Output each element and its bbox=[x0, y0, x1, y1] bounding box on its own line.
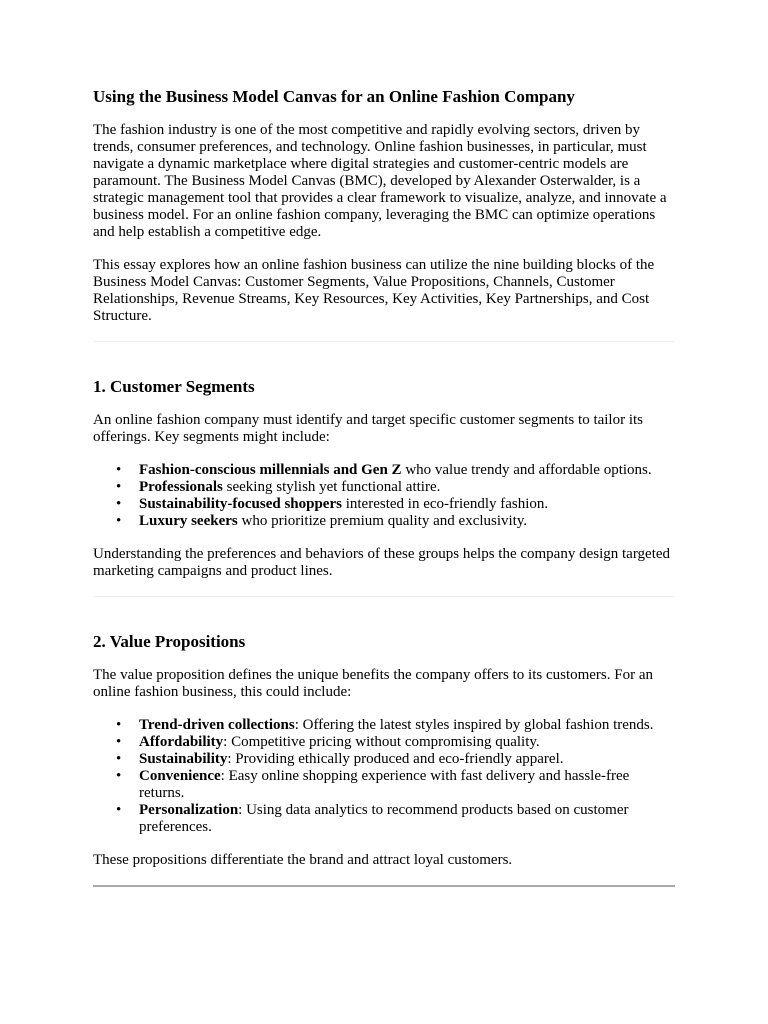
list-item-term: Convenience bbox=[139, 768, 221, 784]
list-item-text: : Providing ethically produced and eco-friendly apparel. bbox=[227, 751, 564, 767]
section-lead: The value proposition defines the unique benefits the company offers to its customers. For an online fashion business, this could include: bbox=[93, 667, 654, 700]
section-heading-value-propositions: 2. Value Propositions bbox=[93, 632, 246, 651]
customer-segments-list bbox=[93, 462, 675, 530]
list-item-text: interested in eco-friendly fashion. bbox=[341, 496, 549, 512]
document-title: Using the Business Model Canvas for an Online Fashion Company bbox=[93, 87, 575, 106]
section-closing: Understanding the preferences and behaviors of these groups helps the company design targeted marketing campaigns and product lines. bbox=[93, 546, 671, 579]
value-propositions-list bbox=[93, 717, 675, 836]
list-item-term: Personalization bbox=[139, 802, 239, 818]
intro-paragraph: The fashion industry is one of the most competitive and rapidly evolving sectors, driven by trends, consumer preferences, and technology. Online fashion businesses, in particular, must navigate a dynamic marketplace where digital strategies and customer-centric models are paramount. The Business Model Canvas (BMC), developed by Alexander Osterwalder, is a strategic management tool that provides a clear framework to visualize, analyze, and innovate a business model. For an online fashion company, leveraging the BMC can optimize operations and help establish a competitive edge. bbox=[93, 122, 667, 240]
list-item bbox=[139, 513, 675, 530]
list-item-term: Sustainability-focused shoppers bbox=[139, 496, 342, 512]
list-item-text: : Competitive pricing without compromising quality. bbox=[223, 734, 540, 750]
intro-paragraph: This essay explores how an online fashion business can utilize the nine building blocks of the Business Model Canvas: Customer Segments, Value Propositions, Channels, Customer Relationships, Revenue Streams, Key Resources, Key Activities, Key Partnerships, and Cost Structure. bbox=[93, 257, 655, 324]
list-item-term: Professionals bbox=[139, 479, 223, 495]
list-item-term: Luxury seekers bbox=[139, 513, 238, 529]
section-divider bbox=[93, 341, 675, 342]
list-item-text: : Using data analytics to recommend products based on customer preferences. bbox=[139, 802, 629, 835]
list-item bbox=[139, 479, 675, 496]
list-item-term: Trend-driven collections bbox=[139, 717, 295, 733]
list-item bbox=[139, 751, 675, 768]
list-item bbox=[139, 734, 675, 751]
section-closing: These propositions differentiate the brand and attract loyal customers. bbox=[93, 852, 513, 868]
list-item bbox=[139, 496, 675, 513]
document-content bbox=[93, 87, 675, 887]
list-item-text: : Offering the latest styles inspired by global fashion trends. bbox=[294, 717, 654, 733]
list-item-text: who prioritize premium quality and exclusivity. bbox=[237, 513, 528, 529]
section-lead: An online fashion company must identify and target specific customer segments to tailor its offerings. Key segments might include: bbox=[93, 412, 644, 445]
list-item-text: who value trendy and affordable options. bbox=[401, 462, 652, 478]
list-item-term: Fashion-conscious millennials and Gen Z bbox=[139, 462, 402, 478]
list-item-text: : Easy online shopping experience with fast delivery and hassle-free returns. bbox=[139, 768, 630, 801]
list-item bbox=[139, 717, 675, 734]
list-item bbox=[139, 802, 675, 836]
list-item-term: Sustainability bbox=[139, 751, 228, 767]
list-item bbox=[139, 768, 675, 802]
section-heading-customer-segments: 1. Customer Segments bbox=[93, 377, 255, 396]
list-item-text: seeking stylish yet functional attire. bbox=[222, 479, 441, 495]
list-item-term: Affordability bbox=[139, 734, 224, 750]
end-divider bbox=[93, 885, 675, 887]
section-divider bbox=[93, 596, 675, 597]
list-item bbox=[139, 462, 675, 479]
